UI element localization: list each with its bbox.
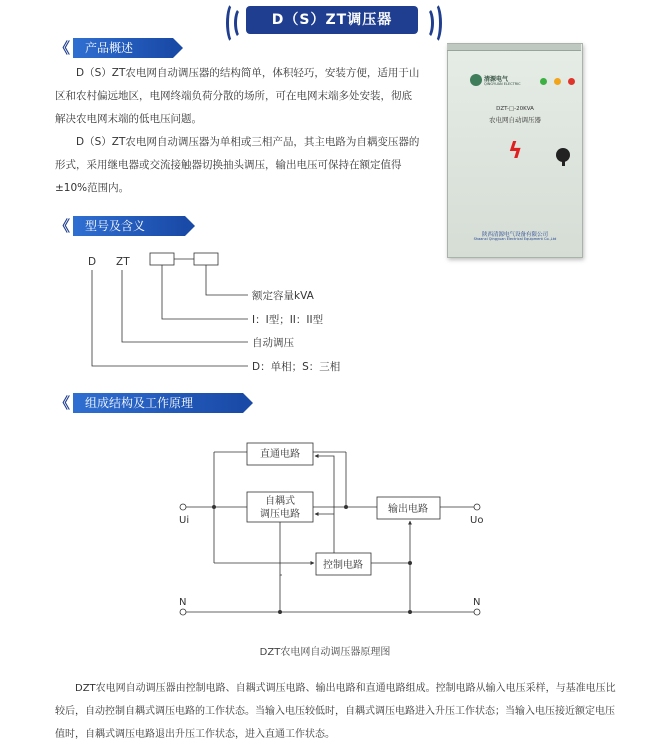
- structure-description: DZT农电网自动调压器由控制电路、自耦式调压电路、输出电路和直通电路组成。控制电路从输入电压采样，与基准电压比较后，自动控制自耦式调压电路的工作状态。当输入电压较低时，自耦式调压电路进入升压工作状态；当输入电压接近额定电压值时，自耦式调压电路退出升压工作状态，进入直通工作状态。: [55, 683, 616, 740]
- terminal-n-left: [180, 609, 186, 615]
- product-name: 农电网自动调压器: [489, 116, 541, 124]
- overview-paragraph-1: D（S）ZT农电网自动调压器的结构简单，体积轻巧，安装方便，适用于山区和农村偏远地区，电网终端负荷分散的场所，可在电网末端多处安装，彻底解决农电网末端的低电压问题。: [55, 67, 420, 125]
- product-model: DZT-□-20KVA: [496, 106, 534, 112]
- brand-logo-icon: [470, 74, 482, 86]
- block-label-output: 输出电路: [388, 504, 428, 515]
- terminal-uo: [474, 504, 480, 510]
- page-title: D（S）ZT调压器: [246, 6, 418, 34]
- terminal-ui: [180, 504, 186, 510]
- principle-diagram: [170, 430, 500, 625]
- section-header-overview: [55, 38, 165, 58]
- terminal-label-uo: Uo: [470, 515, 484, 526]
- model-meaning-2: I：I型；II：II型: [252, 314, 324, 326]
- overview-paragraph-2: D（S）ZT农电网自动调压器为单相或三相产品，其主电路为自耦变压器的形式，采用继电器或交流接触器切换抽头调压，输出电压可保持在额定值得±10%范围内。: [55, 136, 420, 194]
- terminal-label-ui: Ui: [179, 515, 190, 526]
- terminal-n-right: [474, 609, 480, 615]
- manufacturer-name-en: Shaanxi Qingyuan Electrical Equipment Co.,Ltd: [473, 237, 557, 241]
- section-header-label: 型号及含义: [73, 216, 185, 236]
- model-meaning-1: 额定容量kVA: [252, 290, 314, 302]
- block-label-autotransformer-2: 调压电路: [260, 509, 300, 520]
- double-chevron-icon: 《: [55, 217, 71, 235]
- terminal-label-n-right: N: [473, 597, 481, 608]
- brand-name: 清源电气: [484, 76, 509, 83]
- model-code-letter-d: D: [88, 256, 97, 268]
- section-header-model: [55, 216, 180, 236]
- block-label-autotransformer-1: 自耦式: [265, 496, 295, 507]
- code-box-type: [150, 253, 174, 265]
- brand-name-en: QINGYUAN ELECTRIC: [484, 82, 521, 86]
- right-bracket-icon: [428, 2, 442, 44]
- door-lock-icon: [556, 148, 570, 162]
- code-box-capacity: [194, 253, 218, 265]
- lightning-warning-icon: ϟ: [508, 139, 523, 164]
- section-header-label: 产品概述: [73, 38, 173, 58]
- cabinet-top: [447, 44, 581, 51]
- block-label-control: 控制电路: [323, 560, 363, 571]
- indicator-lamp-amber: [554, 78, 561, 85]
- model-meaning-3: 自动调压: [252, 337, 294, 349]
- title-banner: [0, 2, 650, 36]
- section-header-label: 组成结构及工作原理: [73, 393, 243, 413]
- diagram-caption: DZT农电网自动调压器原理图: [259, 647, 391, 658]
- model-meaning-4: D：单相；S：三相: [252, 361, 341, 373]
- model-code-letter-zt: ZT: [116, 256, 130, 268]
- manufacturer-name: 陕西清源电气设备有限公司: [481, 232, 548, 238]
- product-image: [447, 43, 583, 258]
- section-header-structure: [55, 393, 240, 413]
- block-label-direct: 直通电路: [260, 449, 300, 460]
- indicator-lamp-red: [568, 78, 575, 85]
- indicator-lamp-green: [540, 78, 547, 85]
- double-chevron-icon: 《: [55, 39, 71, 57]
- double-chevron-icon: 《: [55, 394, 71, 412]
- terminal-label-n-left: N: [179, 597, 187, 608]
